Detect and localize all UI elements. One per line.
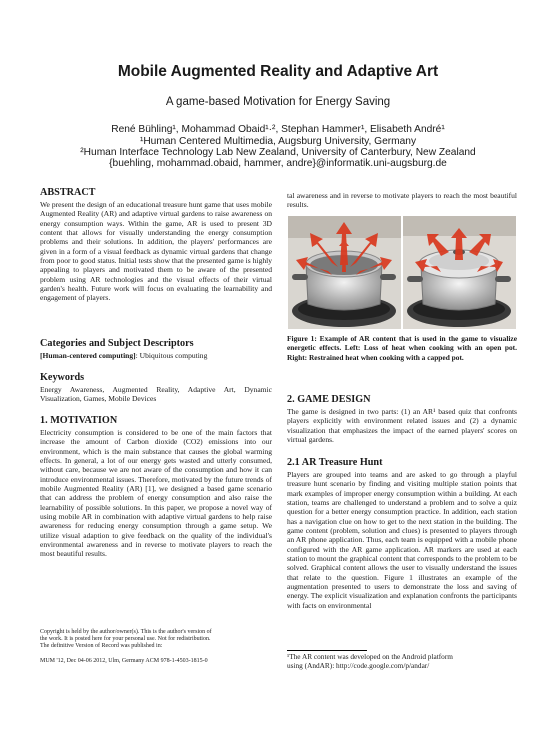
motivation-continued-text: tal awareness and in reverse to motivate players to reach the most beautiful results.	[287, 191, 517, 210]
venue-line: MUM '12, Dec 04-06 2012, Ulm, Germany ACM 978-1-4503-1815-0	[40, 658, 208, 664]
motivation-text: Electricity consumption is considered to be one of the main factors that increase the amount of Carbon dioxide (CO2) emissions into our environment, which is the main substance that causes the global warming effects. In general, a lot of our energy gets wasted and utterly consumed, without care, because we are not aware of the consumption and how it can introduce environmental issues. Therefore, motivated by the future trends of mobile Augmented Reality (AR) [1], we designed a based game scenario that can address the problem of energy consumption and also raise the learnability of possible solutions. In this paper, we propose a novel way of using mobile AR in combination with adaptive virtual gardens to help raise awareness for reducing energy consumption through a game setup. We utilize visual adaption to give feedback on the quality of the individual's environmental awareness and in reverse to motivate players to reach the most beautiful results.	[40, 428, 272, 559]
footnote-line-1: ¹The AR content was developed on the Android platform	[287, 652, 453, 661]
categories-text	[40, 351, 272, 360]
footnote-line-2: using (AndAR): http://code.google.com/p/andar/	[287, 661, 430, 670]
figure-right-capped-pot	[403, 216, 516, 329]
categories-rest: : Ubiquitous computing	[135, 351, 208, 360]
treasure-hunt-text: Players are grouped into teams and are asked to go through a playful treasure hunt scenario by finding and visiting multiple station points that mark examples of improper energy consumption within a building. At each station, teams are challenged to understand a problem and to solve a quiz question for a better energy consumption practice. In addition, each station has a navigation clue on how to get to the next station in the building. The game content (problem, solution and clues) is presented to players through an AR phone application. Thus, each team is equipped with a mobile phone configured with the AR game application. AR markers are used at each station to mount the graphical content that corresponds to the problem to be solved. Graphical content allows the user to visually understand the issues that relate to the question. Figure 1 illustrates an example of the augmentation presented to users to demonstrate the loss and saving of energy. The explicit visualization and explanation confronts the participants with facts on environmental	[287, 470, 517, 610]
categories-bold: [Human-centered computing]	[40, 351, 136, 360]
copyright-line-2: the work. It is posted here for your personal use. Not for redistribution.	[40, 636, 211, 642]
copyright-line-3: The definitive Version of Record was published in:	[40, 643, 163, 649]
treasure-hunt-heading: 2.1 AR Treasure Hunt	[287, 457, 383, 468]
keywords-heading: Keywords	[40, 372, 85, 383]
paper-title: Mobile Augmented Reality and Adaptive Art	[117, 63, 439, 80]
game-design-text: The game is designed in two parts: (1) an AR¹ based quiz that confronts players explicitly with environment related issues and (2) a dynamic visualization that emphasizes the impact of the earned players' scores on virtual gardens.	[287, 407, 517, 445]
abstract-heading: ABSTRACT	[40, 187, 96, 198]
motivation-heading: 1. MOTIVATION	[40, 415, 118, 426]
affiliation-1: ¹Human Centered Multimedia, Augsburg University, Germany	[139, 136, 417, 147]
figure-caption: Figure 1: Example of AR content that is used in the game to visualize energetic effects. Left: Loss of heat when cooking with an open pot. Right: Restrained heat when cooking with a capped pot.	[287, 334, 517, 362]
paper-subtitle: A game-based Motivation for Energy Saving	[165, 96, 391, 108]
author-emails: {buehling, mohammad.obaid, hammer, andre}@informatik.uni-augsburg.de	[109, 158, 447, 169]
author-names: René Bühling¹, Mohammad Obaid¹·², Stephan Hammer¹, Elisabeth André¹	[111, 124, 445, 135]
abstract-text: We present the design of an educational treasure hunt game that uses mobile Augmented Reality (AR) and adaptive virtual gardens to raise awareness on energy consumption ways. Within the game, AR is used to present 3D content that allows for visually understanding the energy consumption problems and their solutions. In addition, the players' performances are given in a form of a visual feedback as dynamic virtual gardens that change from poor to good status. Initial tests show that the presented game is highly appealing to players and motivated them to be aware of the presented problem using AR technologies and the visual effects of their virtual garden's health. Future work will focus on evaluating the learnability and engagement of players.	[40, 200, 272, 303]
figure-left-open-pot	[288, 216, 401, 329]
game-design-heading: 2. GAME DESIGN	[287, 394, 371, 405]
footnote-rule	[287, 650, 367, 651]
motivation-continued	[287, 191, 517, 210]
keywords-text: Energy Awareness, Augmented Reality, Adaptive Art, Dynamic Visualization, Games, Mobile Devices	[40, 385, 272, 404]
affiliation-2: ²Human Interface Technology Lab New Zealand, University of Canterbury, New Zealand	[80, 147, 476, 158]
categories-heading: Categories and Subject Descriptors	[40, 338, 194, 349]
copyright-line-1: Copyright is held by the author/owner(s). This is the author's version of	[40, 629, 212, 635]
